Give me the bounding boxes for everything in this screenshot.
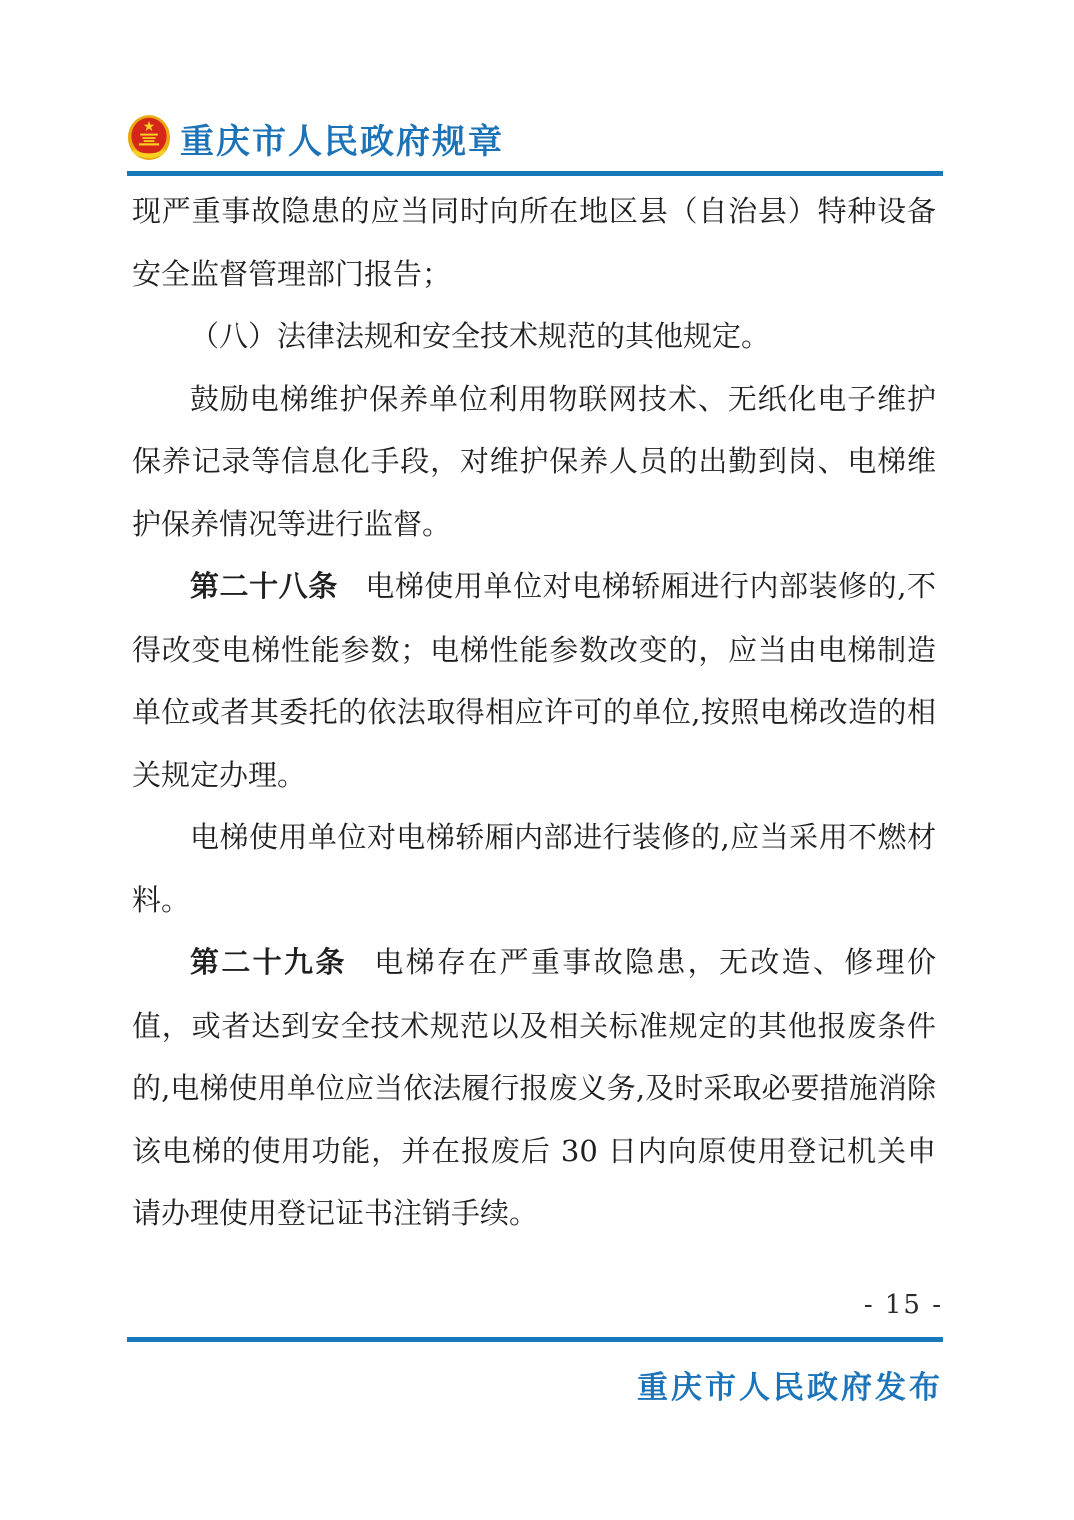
paragraph-text: 电梯存在严重事故隐患，无改造、修理价值，或者达到安全技术规范以及相关标准规定的其他报废条件的,电梯使用单位应当依法履行报废义务,及时采取必要措施消除该电梯的使用功能，并在报废后 30 日内向原使用登记机关申请办理使用登记证书注销手续。 xyxy=(132,945,936,1230)
page-number: - 15 - xyxy=(863,1290,943,1320)
paragraph xyxy=(132,806,936,931)
document-body xyxy=(132,180,936,1245)
paragraph-article-28 xyxy=(132,555,936,806)
publisher-label: 重庆市人民政府发布 xyxy=(637,1370,943,1406)
paragraph-text: 现严重事故隐患的应当同时向所在地区县（自治县）特种设备安全监督管理部门报告； xyxy=(132,194,936,291)
article-term: 第二十八条 xyxy=(190,571,338,603)
paragraph xyxy=(132,180,936,305)
paragraph-text: （八）法律法规和安全技术规范的其他规定。 xyxy=(190,319,771,353)
paragraph-article-29 xyxy=(132,931,936,1245)
header-divider xyxy=(127,171,943,176)
page-header xyxy=(127,112,943,176)
paragraph xyxy=(132,368,936,556)
paragraph-text: 鼓励电梯维护保养单位利用物联网技术、无纸化电子维护保养记录等信息化手段，对维护保养人员的出勤到岗、电梯维护保养情况等进行监督。 xyxy=(132,381,936,541)
header-row xyxy=(127,112,943,164)
paragraph xyxy=(132,305,936,368)
paragraph-text: 电梯使用单位对电梯轿厢进行内部装修的,不得改变电梯性能参数；电梯性能参数改变的，应当由电梯制造单位或者其委托的依法取得相应许可的单位,按照电梯改造的相关规定办理。 xyxy=(132,569,936,792)
footer-divider xyxy=(127,1337,943,1342)
paragraph-text: 电梯使用单位对电梯轿厢内部进行装修的,应当采用不燃材料。 xyxy=(132,820,936,917)
page-title: 重庆市人民政府规章 xyxy=(180,121,504,162)
national-emblem-icon xyxy=(127,115,171,161)
article-term: 第二十九条 xyxy=(190,947,347,979)
